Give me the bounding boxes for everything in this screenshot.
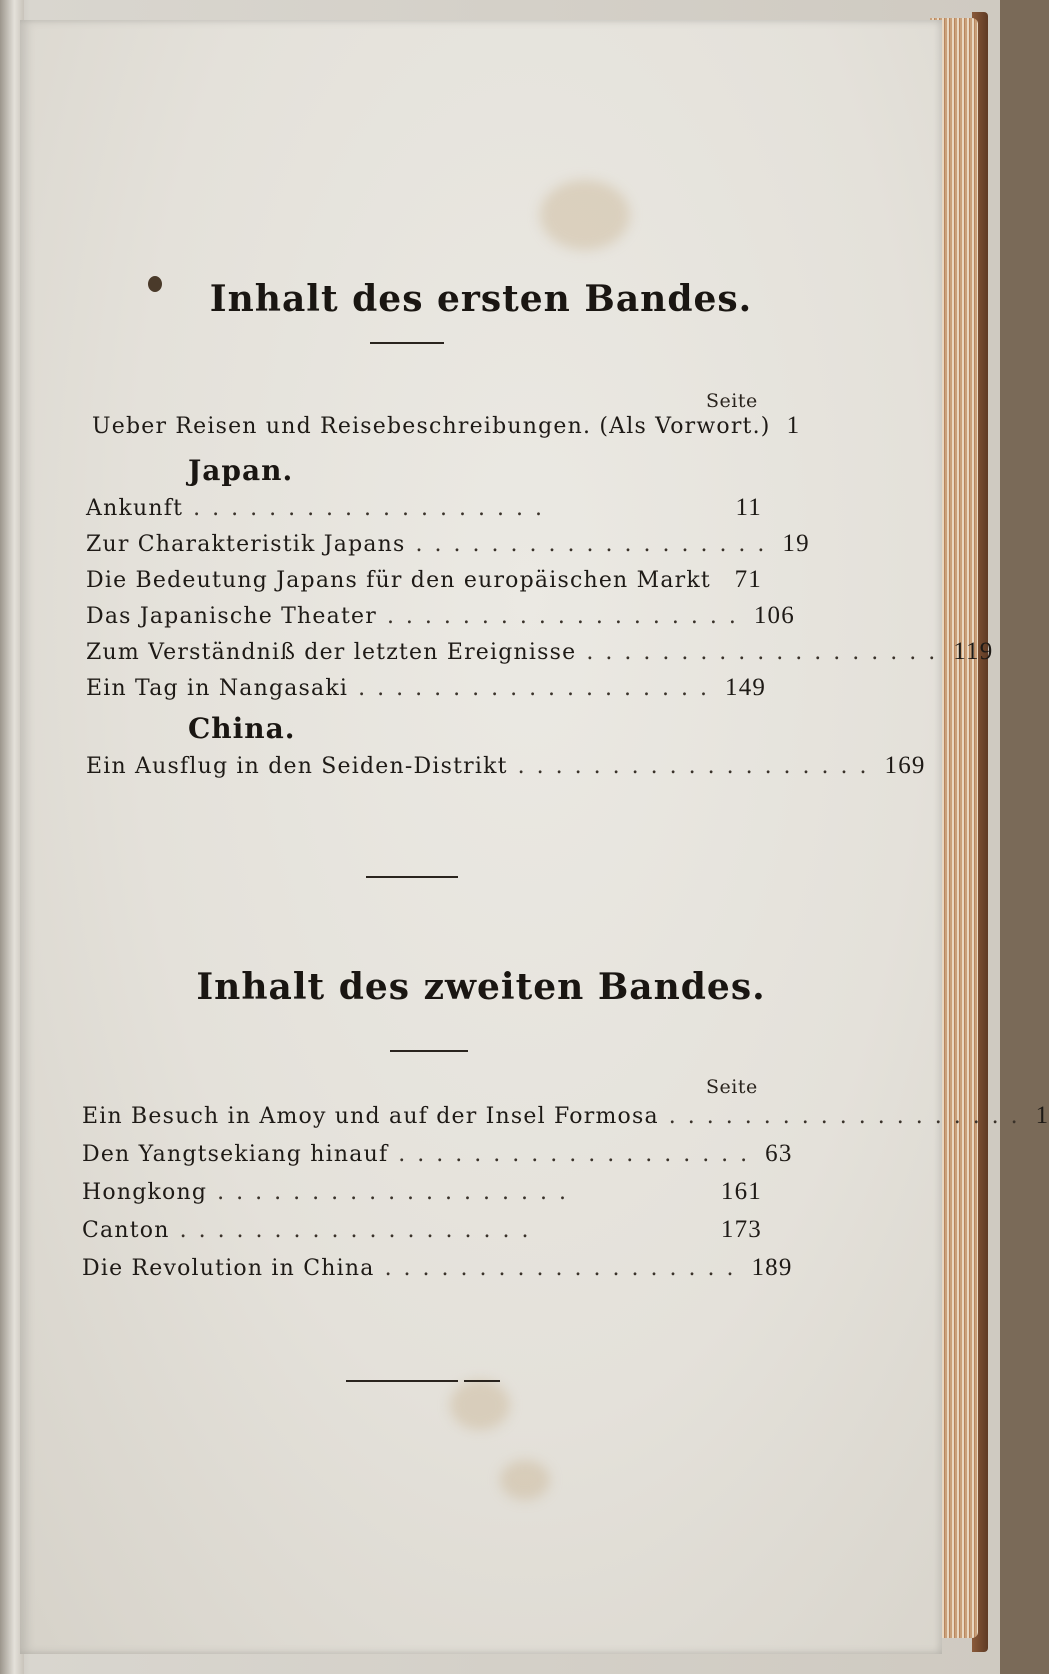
toc-entry-page: 63 xyxy=(765,1140,793,1167)
toc-entry-title: Ankunft xyxy=(86,496,184,521)
toc-entry[interactable] xyxy=(82,1140,793,1176)
toc-entry-title: Ein Tag in Nangasaki xyxy=(86,676,349,701)
section-heading-japan: Japan. xyxy=(188,454,294,487)
volume2-page-label: Seite xyxy=(706,1076,758,1098)
toc-entry-page: 161 xyxy=(720,1178,762,1205)
leader-dots: ................... xyxy=(586,640,948,665)
toc-entry-page: 1 xyxy=(786,412,801,439)
toc-entry[interactable] xyxy=(86,494,762,530)
toc-entry-title: Ueber Reisen und Reisebeschreibungen. (Als Vorwort.) xyxy=(92,414,771,439)
toc-entry[interactable] xyxy=(82,1178,762,1214)
toc-entry[interactable] xyxy=(82,1216,762,1252)
toc-entry[interactable] xyxy=(86,530,810,566)
toc-entry-page: 11 xyxy=(735,494,762,521)
toc-entry-page: 1 xyxy=(1035,1102,1049,1129)
leader-dots: ................... xyxy=(386,604,748,629)
section-heading-china: China. xyxy=(188,712,296,745)
toc-entry-intro[interactable] xyxy=(92,412,801,448)
toc-entry[interactable] xyxy=(86,752,926,788)
book-page xyxy=(20,20,1049,1654)
leader-dots: ................... xyxy=(358,676,719,701)
toc-entry[interactable] xyxy=(86,674,767,710)
toc-entry-title: Den Yangtsekiang hinauf xyxy=(82,1142,389,1167)
leader-dots: ................... xyxy=(193,496,554,521)
toc-entry-page: 71 xyxy=(734,566,762,593)
stain xyxy=(500,1460,550,1500)
toc-entry-title: Die Bedeutung Japans für den europäischen Markt xyxy=(86,568,711,593)
end-rule xyxy=(464,1380,500,1382)
toc-entry-title: Ein Besuch in Amoy und auf der Insel Formosa xyxy=(82,1104,659,1129)
leader-dots: ................... xyxy=(217,1180,578,1205)
toc-entry-page: 149 xyxy=(725,674,767,701)
toc-entry[interactable] xyxy=(86,602,795,638)
end-rule xyxy=(346,1380,458,1382)
toc-entry-page: 173 xyxy=(720,1216,762,1243)
toc-entry-page: 106 xyxy=(753,602,795,629)
toc-entry-title: Canton xyxy=(82,1218,170,1243)
section-divider-rule xyxy=(366,876,458,878)
toc-entry[interactable] xyxy=(82,1254,793,1290)
toc-entry-title: Das Japanische Theater xyxy=(86,604,377,629)
leader-dots: ................... xyxy=(668,1104,1030,1129)
volume1-page-label: Seite xyxy=(706,390,758,412)
toc-entry-title: Die Revolution in China xyxy=(82,1256,375,1281)
stain xyxy=(450,1380,510,1430)
toc-entry-page: 189 xyxy=(751,1254,793,1281)
toc-entry-page: 19 xyxy=(782,530,810,557)
toc-entry-title: Zum Verständniß der letzten Ereignisse xyxy=(86,640,577,665)
leader-dots: ................... xyxy=(398,1142,760,1167)
volume1-heading-rule xyxy=(370,342,444,344)
stain xyxy=(540,180,630,250)
toc-entry[interactable] xyxy=(86,638,994,674)
volume2-heading-rule xyxy=(390,1050,468,1052)
toc-entry-page: 169 xyxy=(884,752,926,779)
leader-dots: ................... xyxy=(415,532,777,557)
volume2-heading: Inhalt des zweiten Bandes. xyxy=(196,966,766,1008)
leader-dots: ................... xyxy=(179,1218,541,1243)
toc-entry-title: Ein Ausflug in den Seiden-Distrikt xyxy=(86,754,508,779)
toc-entry-page: 119 xyxy=(953,638,994,665)
volume1-heading: Inhalt des ersten Bandes. xyxy=(209,278,753,320)
toc-entry-title: Hongkong xyxy=(82,1180,208,1205)
leader-dots: ................... xyxy=(517,754,879,779)
toc-entry[interactable] xyxy=(82,1102,1049,1138)
toc-entry-title: Zur Charakteristik Japans xyxy=(86,532,406,557)
leader-dots: ................... xyxy=(384,1256,746,1281)
toc-entry[interactable] xyxy=(86,566,762,602)
